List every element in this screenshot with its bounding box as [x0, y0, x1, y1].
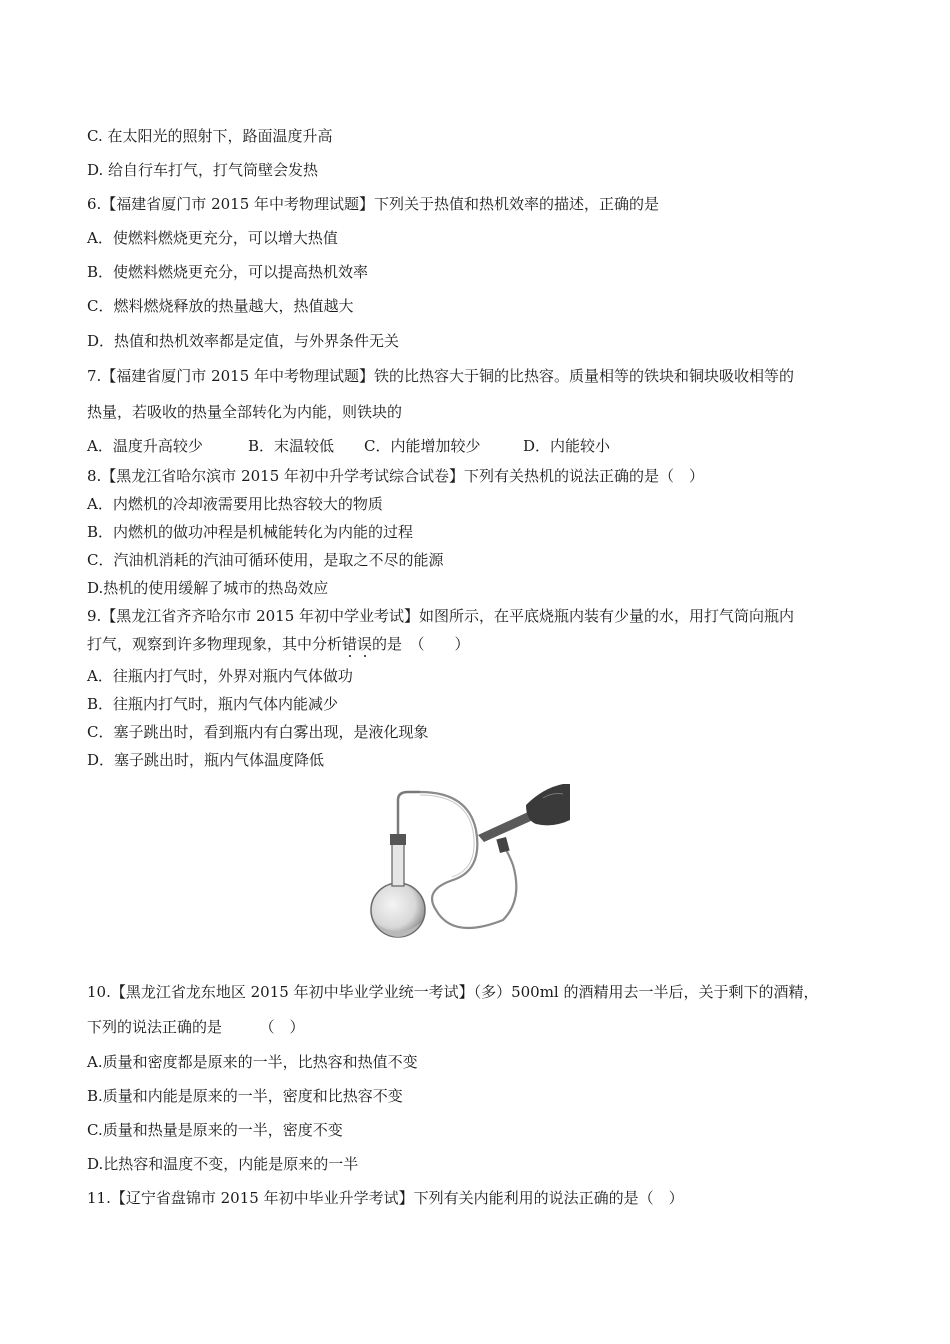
- question-10-line-2: 下列的说法正确的是 （ ）: [87, 1018, 305, 1036]
- question-9-line-1: 9.【黑龙江省齐齐哈尔市 2015 年初中学业考试】如图所示，在平底烧瓶内装有少量的水，用打气筒向瓶内: [87, 607, 795, 625]
- emphasis-char-1: 错: [342, 635, 358, 653]
- question-7-option-a: A．温度升高较少: [87, 437, 203, 455]
- question-7-option-c: C．内能增加较少: [364, 437, 481, 455]
- flask-pump-figure: [358, 780, 570, 945]
- option-d-prev: D. 给自行车打气，打气筒壁会发热: [87, 161, 319, 179]
- question-10-option-b: B.质量和内能是原来的一半，密度和比热容不变: [87, 1087, 403, 1105]
- question-8-option-c: C．汽油机消耗的汽油可循环使用，是取之不尽的能源: [87, 551, 444, 569]
- question-8-option-d: D.热机的使用缓解了城市的热岛效应: [87, 579, 329, 597]
- question-8-option-b: B．内燃机的做功冲程是机械能转化为内能的过程: [87, 523, 414, 541]
- question-6: 6.【福建省厦门市 2015 年中考物理试题】下列关于热值和热机效率的描述，正确的是: [87, 195, 660, 213]
- question-6-option-b: B．使燃料燃烧更充分，可以提高热机效率: [87, 263, 369, 281]
- question-6-option-d: D．热值和热机效率都是定值，与外界条件无关: [87, 332, 400, 350]
- question-11: 11.【辽宁省盘锦市 2015 年初中毕业升学考试】下列有关内能利用的说法正确的是（ ）: [87, 1189, 684, 1207]
- question-9-option-c: C．塞子跳出时，看到瓶内有白雾出现，是液化现象: [87, 723, 429, 741]
- question-9-option-a: A．往瓶内打气时，外界对瓶内气体做功: [87, 667, 353, 685]
- question-7-options: [87, 436, 687, 456]
- question-9-option-d: D．塞子跳出时，瓶内气体温度降低: [87, 751, 325, 769]
- question-7-option-b: B．末温较低: [248, 437, 335, 455]
- question-7-line-1: 7.【福建省厦门市 2015 年中考物理试题】铁的比热容大于铜的比热容。质量相等的铁块和铜块吸收相等的: [87, 367, 795, 385]
- question-9-text-pre: 打气，观察到许多物理现象，其中分析: [87, 635, 343, 653]
- question-9-option-b: B．往瓶内打气时，瓶内气体内能减少: [87, 695, 339, 713]
- question-9-line-2: [87, 634, 470, 654]
- question-6-option-a: A．使燃料燃烧更充分，可以增大热值: [87, 229, 338, 247]
- question-10-line-1: 10.【黑龙江省龙东地区 2015 年初中毕业学业统一考试】（多）500ml 的酒精用去一半后，关于剩下的酒精，: [87, 983, 819, 1001]
- question-6-option-c: C．燃料燃烧释放的热量越大，热值越大: [87, 297, 354, 315]
- question-10-option-c: C.质量和热量是原来的一半，密度不变: [87, 1121, 343, 1139]
- question-8: 8.【黑龙江省哈尔滨市 2015 年初中升学考试综合试卷】下列有关热机的说法正确的是（ ）: [87, 467, 705, 485]
- question-8-option-a: A．内燃机的冷却液需要用比热容较大的物质: [87, 495, 383, 513]
- question-9-text-post: 的是 （ ）: [372, 635, 470, 653]
- question-10-option-d: D.比热容和温度不变，内能是原来的一半: [87, 1155, 359, 1173]
- emphasis-char-2: 误: [357, 635, 373, 653]
- question-7-line-2: 热量，若吸收的热量全部转化为内能，则铁块的: [87, 403, 403, 421]
- question-10-option-a: A.质量和密度都是原来的一半，比热容和热值不变: [87, 1053, 418, 1071]
- question-7-option-d: D．内能较小: [523, 437, 611, 455]
- option-c-prev: C. 在太阳光的照射下，路面温度升高: [87, 127, 333, 145]
